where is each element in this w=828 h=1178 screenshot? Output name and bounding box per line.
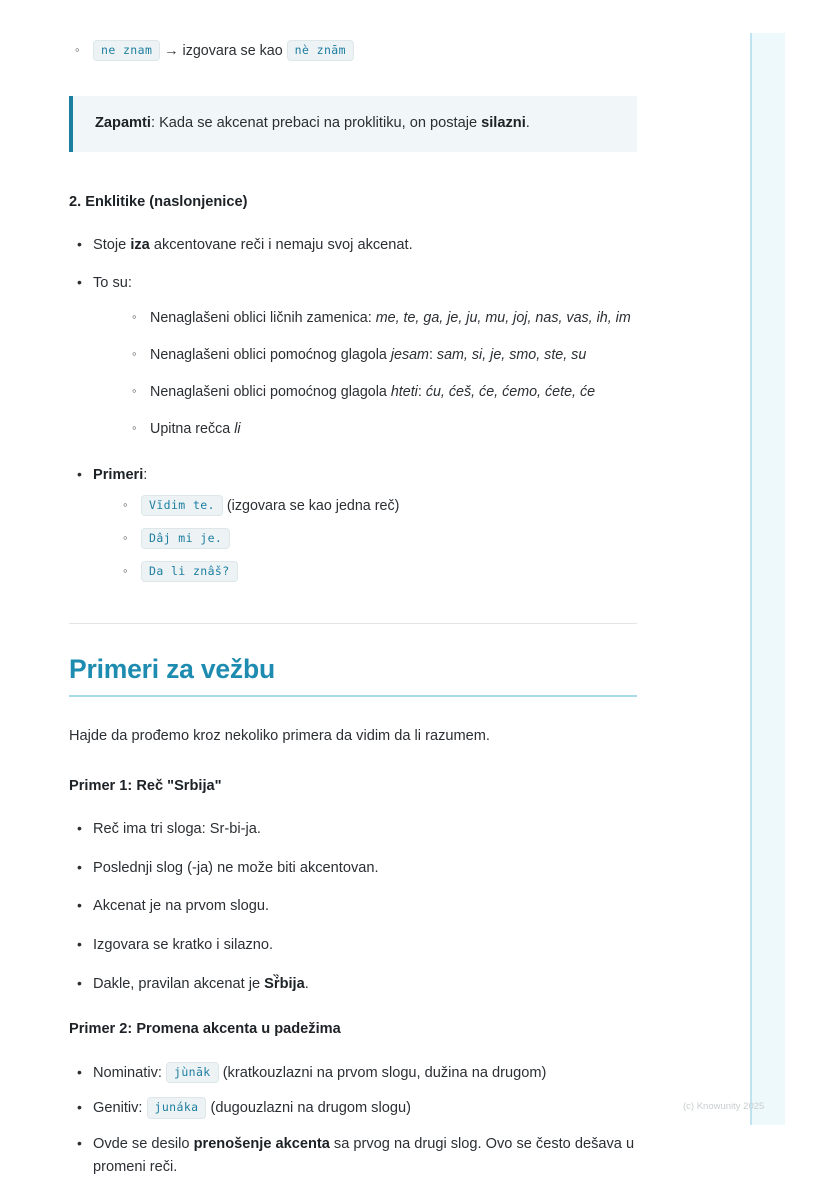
examples-list xyxy=(69,464,637,583)
list-item xyxy=(117,561,637,583)
list-item xyxy=(69,818,637,841)
bullet-text: Akcenat je na prvom slogu. xyxy=(93,898,270,915)
copyright-credit: (c) Knowunity 2025 xyxy=(683,1101,765,1112)
examples-colon: : xyxy=(143,467,148,484)
subitem-italic: me, te, ga, je, ju, mu, joj, nas, vas, ih, im xyxy=(375,309,631,326)
bullet-text: Izgovara se kratko i silazno. xyxy=(93,937,274,954)
subitem-colon: : xyxy=(417,384,426,400)
subitem-italic-forms: ću, ćeš, će, ćemo, ćete, će xyxy=(425,384,596,400)
code-chip-source: ne znam xyxy=(93,40,160,61)
case-label-genitive: Genitiv: xyxy=(93,1100,147,1117)
bullet-text-after: . xyxy=(304,975,309,992)
subitem-text: Upitna rečca xyxy=(150,421,235,438)
case-note: (dugouzlazni na drugom slogu) xyxy=(210,1100,411,1117)
list-item xyxy=(69,272,637,440)
example-connector-text: izgovara se kao xyxy=(182,43,283,59)
remember-callout xyxy=(69,96,637,152)
list-item xyxy=(69,895,637,918)
arrow-glyph: → xyxy=(164,43,179,59)
code-chip-genitive: junáka xyxy=(147,1097,207,1118)
list-item xyxy=(69,973,637,996)
example-note: (izgovara se kao jedna reč) xyxy=(226,497,400,514)
callout-text-before: Kada se akcenat prebaci na proklitiku, on postaje xyxy=(159,115,482,132)
accented-word: Sṙ̏bija xyxy=(264,975,305,992)
callout-label: Zapamti xyxy=(95,115,151,132)
list-item xyxy=(69,234,637,257)
case-label-nominative: Nominativ: xyxy=(93,1064,166,1081)
bullet-text-before: Ovde se desilo xyxy=(93,1135,194,1152)
callout-separator: : xyxy=(150,115,160,132)
enclitics-list xyxy=(69,234,637,440)
code-chip-example-3: Da li znâš? xyxy=(141,561,238,582)
list-item xyxy=(69,464,637,583)
bullet-text-after: akcentovane reči i nemaju svoj akcenat. xyxy=(149,237,413,254)
subitem-text: Nenaglašeni oblici ličnih zamenica: xyxy=(150,309,376,326)
example1-list xyxy=(69,818,637,995)
subitem-italic-forms: sam, si, je, smo, ste, su xyxy=(436,346,587,363)
bullet-text-bold: iza xyxy=(130,237,150,254)
example2-heading: Primer 2: Promena akcenta u padežima xyxy=(69,1021,341,1038)
example2-list xyxy=(69,1062,637,1178)
list-item xyxy=(69,1062,637,1085)
bullet-text-after: sa prvog na drugi slog. Ovo se često dešava u promeni reči. xyxy=(93,1135,635,1175)
document-content xyxy=(69,0,637,1178)
list-item xyxy=(69,1097,637,1120)
list-item xyxy=(69,40,637,62)
callout-text-after: . xyxy=(525,115,530,132)
enclitics-heading: 2. Enklitike (naslonjenice) xyxy=(69,194,248,211)
enclitics-sublist xyxy=(126,307,637,441)
list-item xyxy=(69,1133,637,1178)
example1-heading: Primer 1: Reč "Srbija" xyxy=(69,777,222,794)
page-title: Primeri za vežbu xyxy=(69,654,637,697)
bullet-text: Poslednji slog (-ja) ne može biti akcentovan. xyxy=(93,859,379,876)
subitem-text: Nenaglašeni oblici pomoćnog glagola xyxy=(150,346,391,363)
examples-sublist xyxy=(117,495,637,583)
list-item xyxy=(126,381,637,403)
vertical-scrollbar[interactable] xyxy=(750,33,785,1125)
proclitic-example-list xyxy=(69,40,637,62)
code-chip-example-2: Dâj mi je. xyxy=(141,528,230,549)
code-chip-nominative: jùnāk xyxy=(166,1062,219,1083)
list-item xyxy=(69,934,637,957)
practice-intro: Hajde da prođemo kroz nekoliko primera da vidim da li razumem. xyxy=(69,728,490,745)
list-item xyxy=(117,528,637,550)
code-chip-example-1: Vĭdim te. xyxy=(141,495,223,516)
bullet-text: Reč ima tri sloga: Sr-bi-ja. xyxy=(93,821,261,838)
bullet-text-before: Stoje xyxy=(93,237,131,254)
subitem-italic-verb: hteti xyxy=(390,384,418,400)
callout-emphasis: silazni xyxy=(481,115,526,132)
subitem-colon: : xyxy=(428,346,437,363)
list-item xyxy=(117,495,637,517)
sublist-intro-label: To su: xyxy=(93,275,132,292)
list-item xyxy=(69,857,637,880)
subitem-italic-verb: jesam xyxy=(390,346,429,363)
list-item xyxy=(126,344,637,366)
bullet-text-before: Dakle, pravilan akcenat je xyxy=(93,975,265,992)
case-note: (kratkouzlazni na prvom slogu, dužina na drugom) xyxy=(222,1064,547,1081)
examples-label: Primeri xyxy=(93,467,144,484)
code-chip-result: nè znām xyxy=(287,40,354,61)
list-item xyxy=(126,307,637,329)
subitem-italic-particle: li xyxy=(234,421,241,438)
subitem-text: Nenaglašeni oblici pomoćnog glagola xyxy=(150,384,391,400)
bullet-text-bold: prenošenje akcenta xyxy=(193,1135,330,1152)
list-item xyxy=(126,418,637,440)
